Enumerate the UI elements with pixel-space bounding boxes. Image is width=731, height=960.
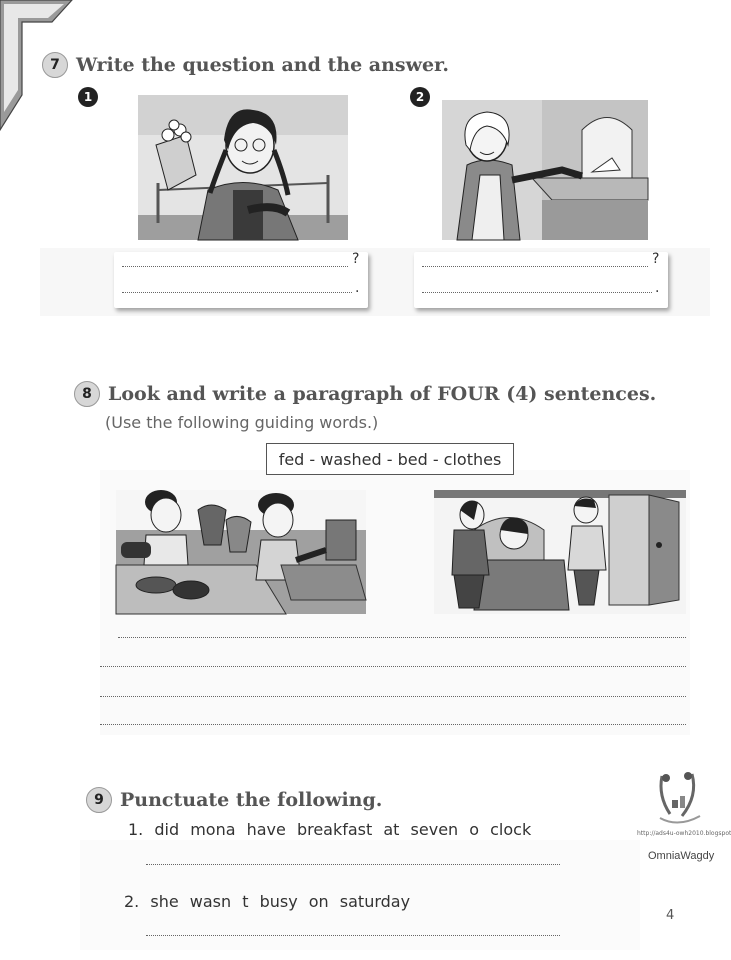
punctuate-answer-line-2[interactable]	[146, 935, 560, 936]
item2-answer-box	[414, 252, 668, 308]
item2-answer-line[interactable]	[422, 292, 652, 293]
section9-heading	[86, 787, 382, 813]
item2-badge: 2	[410, 87, 430, 107]
section8-title: Look and write a paragraph of FOUR (4) sentences.	[108, 383, 657, 405]
paragraph-line-3[interactable]	[100, 696, 686, 697]
girl-at-ticket-window-illustration	[442, 100, 648, 240]
feeding-and-washing-illustration	[116, 490, 366, 614]
item1-question-mark: ?	[352, 251, 360, 267]
punctuate-answer-line-1[interactable]	[146, 864, 560, 865]
item2-period: .	[655, 280, 660, 296]
section8-number: 8	[74, 381, 100, 407]
section7-title: Write the question and the answer.	[76, 54, 449, 76]
item1-badge: 1	[78, 87, 98, 107]
paragraph-line-2[interactable]	[100, 666, 686, 667]
section9-number: 9	[86, 787, 112, 813]
logo-url-text: http://ads4u-owh2010.blogspot	[637, 830, 731, 837]
item1-question-line[interactable]	[122, 266, 348, 267]
punctuate-item-2: 2. she wasn t busy on saturday	[124, 892, 411, 911]
guiding-words-box: fed - washed - bed - clothes	[266, 443, 514, 475]
section9-title: Punctuate the following.	[120, 789, 383, 811]
item2-question-line[interactable]	[422, 266, 648, 267]
logo-name-text: OmniaWagdy	[648, 850, 715, 862]
guide-text: (Use the following guiding words.)	[105, 413, 379, 432]
bed-and-clothes-illustration	[434, 490, 686, 614]
paragraph-line-1[interactable]	[118, 637, 686, 638]
item2-question-mark: ?	[652, 251, 660, 267]
section8-heading	[74, 381, 656, 407]
page-number: 4	[666, 908, 675, 923]
punctuate-item-1: 1. did mona have breakfast at seven o clock	[128, 820, 532, 839]
girl-with-flowers-illustration	[138, 95, 348, 240]
section7-number: 7	[42, 52, 68, 78]
omniawagdy-logo-mark	[640, 770, 720, 828]
item1-period: .	[355, 280, 360, 296]
section7-heading	[42, 52, 449, 78]
item1-answer-box	[114, 252, 368, 308]
item1-answer-line[interactable]	[122, 292, 352, 293]
paragraph-line-4[interactable]	[100, 724, 686, 725]
